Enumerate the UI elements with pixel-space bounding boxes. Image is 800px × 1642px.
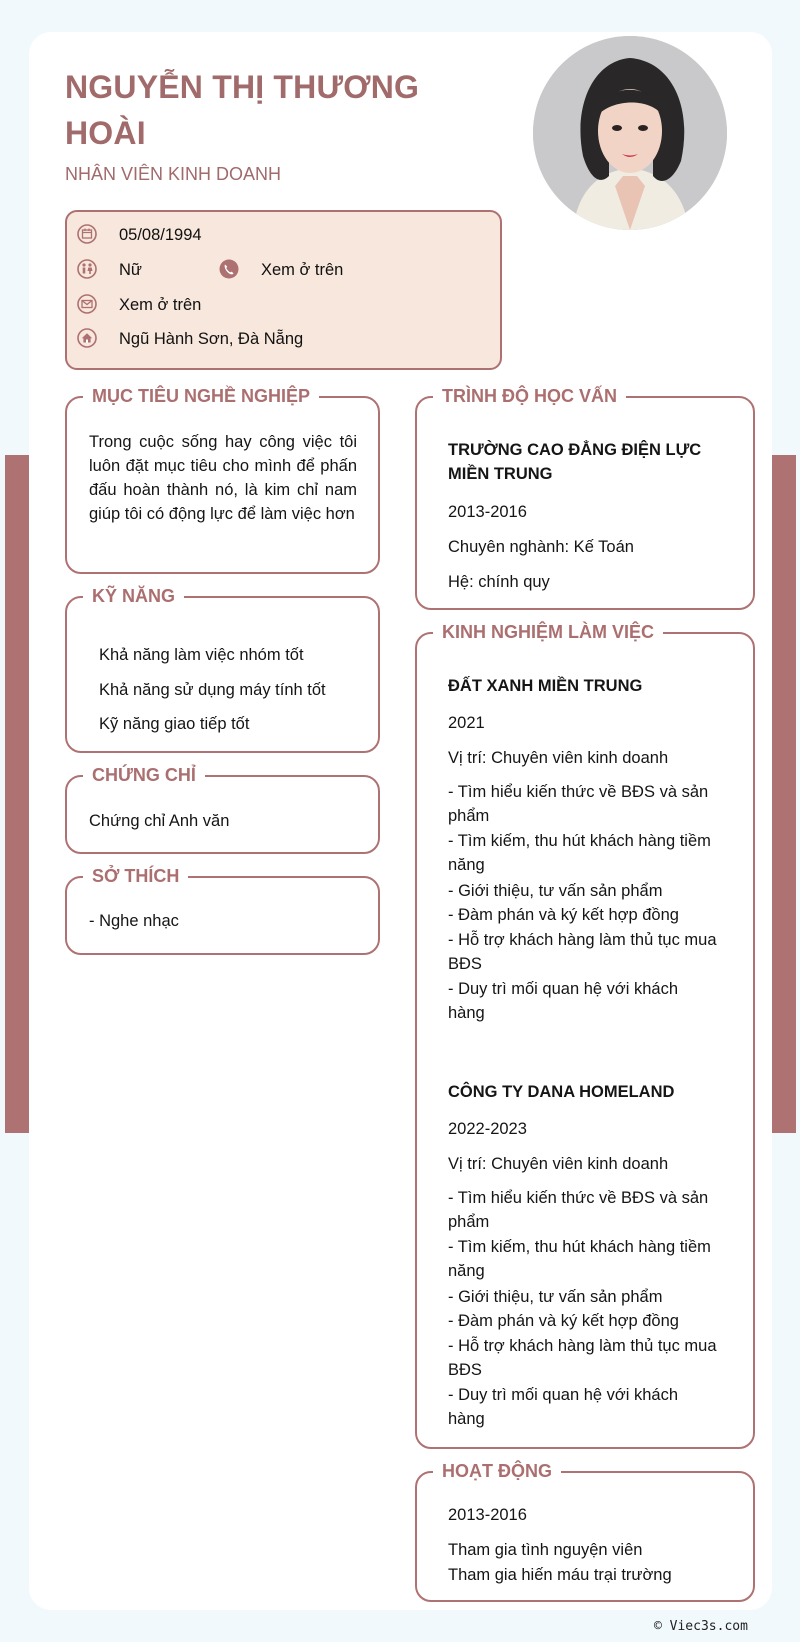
birthday-row bbox=[77, 224, 202, 246]
education-section bbox=[415, 386, 755, 610]
objective-text: Trong cuộc sống hay công việc tôi luôn đặt mục tiêu cho mình để phấn đấu hoàn thành nó, là kim chỉ nam giúp tôi có động lực để làm việc hơn bbox=[89, 433, 357, 523]
watermark-footer: © Viec3s.com bbox=[654, 1619, 748, 1634]
certificates-heading: CHỨNG CHỈ bbox=[83, 764, 205, 786]
job-duty: - Tìm kiếm, thu hút khách hàng tiềm năng bbox=[448, 832, 711, 874]
left-accent-bar bbox=[5, 455, 29, 1133]
certificates-section bbox=[65, 765, 380, 854]
activities-period: 2013-2016 bbox=[448, 1506, 527, 1524]
phone-icon bbox=[219, 259, 241, 281]
job-duty: - Đàm phán và ký kết hợp đồng bbox=[448, 1312, 679, 1330]
company-name: ĐẤT XANH MIỀN TRUNG bbox=[448, 677, 643, 695]
activity-item: Tham gia hiến máu trại trường bbox=[448, 1566, 672, 1584]
job-duty: - Duy trì mối quan hệ với khách hàng bbox=[448, 980, 679, 1022]
candidate-name: NGUYỄN THỊ THƯƠNG HOÀI bbox=[65, 69, 420, 151]
job-duty: - Giới thiệu, tư vấn sản phẩm bbox=[448, 1288, 663, 1306]
skill-item: Kỹ năng giao tiếp tốt bbox=[99, 715, 250, 733]
skill-item: Khả năng làm việc nhóm tốt bbox=[99, 646, 304, 664]
job-duty: - Duy trì mối quan hệ với khách hàng bbox=[448, 1386, 679, 1428]
right-accent-bar bbox=[772, 455, 796, 1133]
email-row bbox=[77, 294, 201, 316]
job-duty: - Hỗ trợ khách hàng làm thủ tục mua BĐS bbox=[448, 931, 717, 973]
activities-heading: HOẠT ĐỘNG bbox=[433, 1460, 561, 1482]
gender-row bbox=[77, 259, 142, 281]
phone-row bbox=[219, 259, 343, 281]
objective-section bbox=[65, 386, 380, 574]
certificate-item: Chứng chỉ Anh văn bbox=[89, 812, 230, 830]
hobbies-heading: SỞ THÍCH bbox=[83, 865, 188, 887]
email-value: Xem ở trên bbox=[119, 295, 202, 314]
skills-section bbox=[65, 586, 380, 753]
activities-section bbox=[415, 1461, 755, 1602]
school-name: TRƯỜNG CAO ĐẲNG ĐIỆN LỰC MIỀN TRUNG bbox=[448, 441, 702, 483]
address-row bbox=[77, 328, 303, 350]
education-type: Hệ: chính quy bbox=[448, 573, 550, 591]
home-icon bbox=[77, 328, 99, 350]
company-name: CÔNG TY DANA HOMELAND bbox=[448, 1083, 675, 1101]
job-position: Vị trí: Chuyên viên kinh doanh bbox=[448, 749, 669, 767]
skill-item: Khả năng sử dụng máy tính tốt bbox=[99, 681, 326, 699]
job-period: 2021 bbox=[448, 714, 485, 732]
gender-value: Nữ bbox=[119, 260, 142, 279]
objective-heading: MỤC TIÊU NGHỀ NGHIỆP bbox=[83, 385, 319, 407]
job-title: NHÂN VIÊN KINH DOANH bbox=[65, 164, 282, 184]
activity-item: Tham gia tình nguyện viên bbox=[448, 1541, 643, 1559]
education-major: Chuyên nghành: Kế Toán bbox=[448, 538, 634, 556]
job-duty: - Đàm phán và ký kết hợp đồng bbox=[448, 906, 679, 924]
hobbies-section bbox=[65, 866, 380, 955]
job-duty: - Giới thiệu, tư vấn sản phẩm bbox=[448, 882, 663, 900]
personal-info-box bbox=[65, 210, 502, 370]
profile-photo bbox=[533, 36, 727, 230]
job-duty: - Hỗ trợ khách hàng làm thủ tục mua BĐS bbox=[448, 1337, 717, 1379]
address-value: Ngũ Hành Sơn, Đà Nẵng bbox=[119, 329, 304, 348]
calendar-icon bbox=[77, 224, 99, 246]
education-period: 2013-2016 bbox=[448, 503, 527, 521]
job-duty: - Tìm hiểu kiến thức về BĐS và sản phẩm bbox=[448, 1189, 709, 1231]
job-period: 2022-2023 bbox=[448, 1120, 527, 1138]
job-duty: - Tìm kiếm, thu hút khách hàng tiềm năng bbox=[448, 1238, 711, 1280]
envelope-icon bbox=[77, 294, 99, 316]
hobby-item: - Nghe nhạc bbox=[89, 912, 179, 930]
experience-section bbox=[415, 622, 755, 1449]
gender-icon bbox=[77, 259, 99, 281]
job-position: Vị trí: Chuyên viên kinh doanh bbox=[448, 1155, 669, 1173]
skills-heading: KỸ NĂNG bbox=[83, 585, 184, 607]
experience-heading: KINH NGHIỆM LÀM VIỆC bbox=[433, 621, 663, 643]
job-duty: - Tìm hiểu kiến thức về BĐS và sản phẩm bbox=[448, 783, 709, 825]
birthday-value: 05/08/1994 bbox=[119, 225, 202, 244]
phone-value: Xem ở trên bbox=[261, 260, 344, 279]
education-heading: TRÌNH ĐỘ HỌC VẤN bbox=[433, 385, 626, 407]
